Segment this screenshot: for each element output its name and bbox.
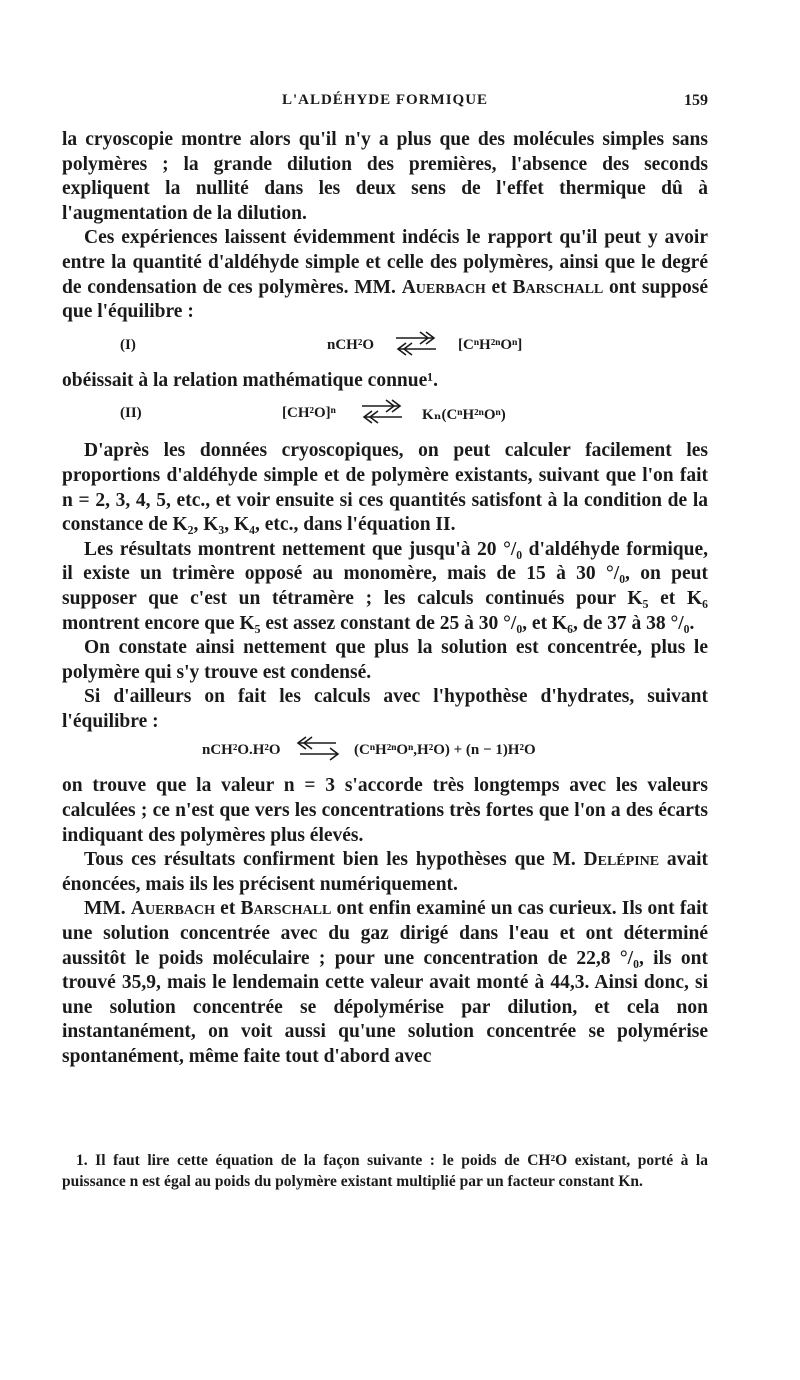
paragraph-2-text-c: ont supposé que l'équilibre :: [62, 276, 708, 323]
equation-3-rhs: (CⁿH²ⁿOⁿ,H²O) + (n − 1)H²O: [354, 742, 536, 759]
author-name-auerbach: Auerbach: [401, 276, 486, 298]
equilibrium-arrows-icon: [392, 327, 440, 359]
equation-2-lhs: [CH²O]ⁿ: [282, 405, 336, 422]
paragraph-4: D'après les données cryoscopiques, on peut calculer facilement les proportions d'aldéhyde simple et de polymère existants, suivant que l'on fait n = 2, 3, 4, 5, etc., et voir ensuite si ces quantités satisfont à la condition de la constance de K₂, K₃, K₄, etc., dans l'équation II.: [62, 440, 708, 536]
author-name-auerbach: Auerbach: [130, 898, 215, 920]
paragraph-9-text-a: Tous ces résultats confirment bien les hypothèses que M.: [84, 849, 584, 871]
equation-2: [62, 393, 708, 439]
equation-2-number: (II): [120, 405, 142, 422]
paragraph-1: la cryoscopie montre alors qu'il n'y a plus que des molécules simples sans polymères ; la grande dilution des premières, l'absence des seconds expliquent la nullité dans les deux sens de l'effet thermique dû à l'augmentation de la dilution.: [62, 129, 708, 224]
running-title: L'ALDÉHYDE FORMIQUE: [281, 92, 489, 108]
paragraph-10-text-c: ont enfin examiné un cas curieux. Ils ont fait une solution concentrée avec du gaz dirigé dans l'eau et ont déterminé aussitôt le poids moléculaire ; pour une concentration de 22,8 °/₀, ils ont trouvé 35,9, mais le lendemain cette valeur avait monté à 44,3. Ainsi donc, si une solution concentrée se dépolymérise par dilution, et cela non instantanément, on voit aussi qu'une solution concentrée se polymérise spontanément, même faite tout d'abord avec: [62, 898, 708, 1067]
paragraph-8: on trouve que la valeur n = 3 s'accorde très longtemps avec les valeurs calculées ; ce n'est que vers les concentrations très fortes que l'on a des écarts indiquant des polymères plus élevés.: [62, 775, 708, 846]
paragraph-9: [62, 848, 708, 897]
footnote-text: 1. Il faut lire cette équation de la façon suivante : le poids de CH²O existant, porté à la puissance n est égal au poids du polymère existant multiplié par un facteur constant Kn.: [62, 1152, 708, 1190]
paragraph-6: On constate ainsi nettement que plus la solution est concentrée, plus le polymère qui s'y trouve est condensé.: [62, 637, 708, 683]
page-number: 159: [684, 92, 708, 109]
author-name-barschall: Barschall: [240, 898, 332, 920]
equation-2-rhs: Kₙ(CⁿH²ⁿOⁿ): [422, 407, 506, 424]
paragraph-9-text-b: avait énoncées, mais ils les précisent numériquement.: [62, 849, 708, 895]
equation-1-rhs: [CⁿH²ⁿOⁿ]: [458, 336, 523, 353]
paragraph-10-text-b: et: [214, 898, 241, 920]
equation-3: [62, 734, 708, 774]
paragraph-3: obéissait à la relation mathématique connue¹.: [62, 369, 438, 391]
equation-3-lhs: nCH²O.H²O: [202, 742, 281, 759]
equation-1-lhs: nCH²O: [327, 336, 375, 353]
paragraph-2-text-b: et: [485, 276, 513, 298]
paragraph-10: [62, 897, 708, 1069]
equation-1-number: (I): [120, 336, 136, 353]
paragraph-2-text-a: Ces expériences laissent évidemment indécis le rapport qu'il peut y avoir entre la quantité d'aldéhyde simple et celle des polymères, ainsi que le degré de condensation de ces polymères. MM.: [62, 227, 708, 298]
equilibrium-arrows-icon: [358, 395, 406, 427]
equilibrium-arrows-icon: [294, 732, 342, 764]
paragraph-2: [62, 226, 708, 324]
body-text: [62, 128, 708, 1070]
author-name-barschall: Barschall: [512, 276, 604, 298]
paragraph-7: Si d'ailleurs on fait les calculs avec l'hypothèse d'hydrates, suivant l'équilibre :: [62, 686, 708, 732]
paragraph-5: Les résultats montrent nettement que jusqu'à 20 °/₀ d'aldéhyde formique, il existe un trimère opposé au monomère, mais de 15 à 30 °/₀, on peut supposer que c'est un tétramère ; les calculs continués pour K₅ et K₆ montrent encore que K₅ est assez constant de 25 à 30 °/₀, et K₆, de 37 à 38 °/₀.: [62, 538, 708, 634]
page-header: [62, 92, 708, 118]
paragraph-10-text-a: MM.: [84, 898, 131, 920]
equation-1: [62, 325, 708, 369]
footnote: [62, 1150, 708, 1192]
author-name-delepine: Delépine: [583, 849, 660, 871]
